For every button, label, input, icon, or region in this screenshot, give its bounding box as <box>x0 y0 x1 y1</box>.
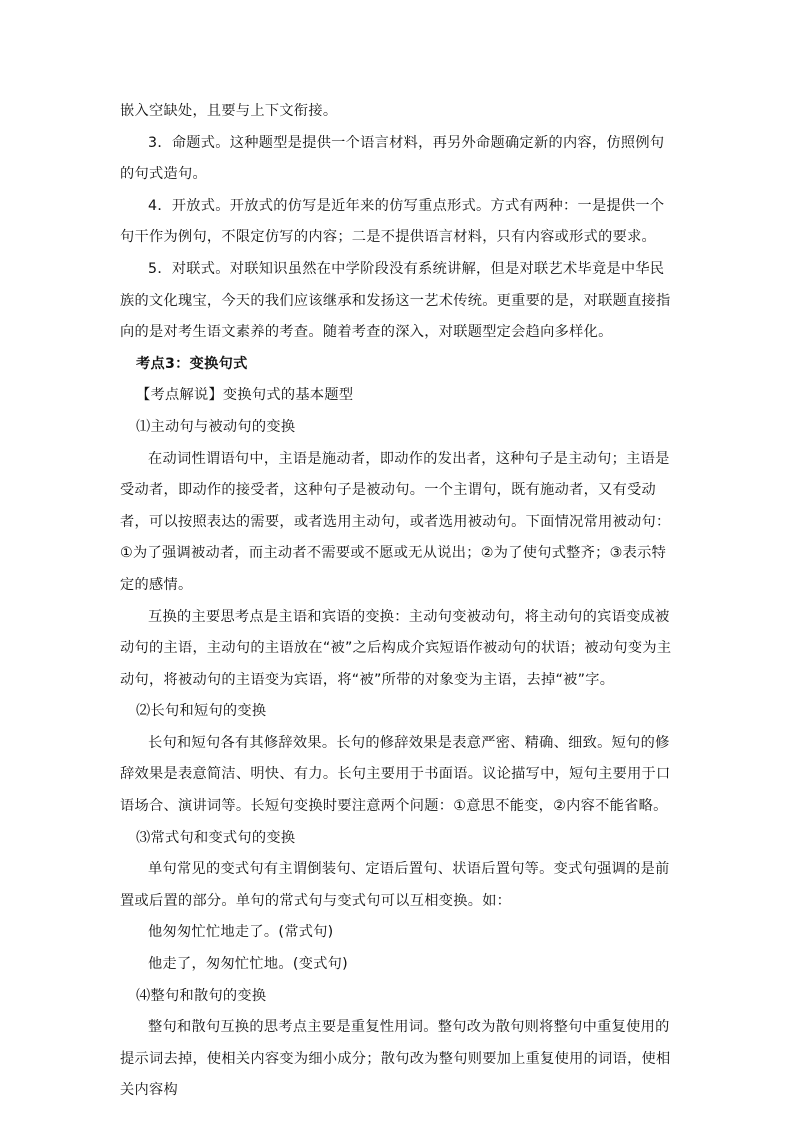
paragraph-active-passive: 在动词性谓语句中，主语是施动者，即动作的发出者，这种句子是主动句；主语是受动者，即动作的接受者，这种句子是被动句。一个主谓句，既有施动者，又有受动者，可以按照表达的需要，或者选用主动句，或者选用被动句。下面情况常用被动句：①为了强调被动者，而主动者不需要或不愿或无从说出；②为了使句式整齐；③表示特定的感情。 <box>120 450 671 593</box>
subheading-2: ⑵长句和短句的变换 <box>136 703 267 720</box>
subsection-heading: 【考点解说】变换句式的基本题型 <box>136 387 354 404</box>
paragraph-continuation: 嵌入空缺处，且要与上下文衔接。 <box>120 103 338 119</box>
paragraph-conversion: 互换的主要思考点是主语和宾语的变换：主动句变被动句，将主动句的宾语变成被动句的主语，主动句的主语放在“被”之后构成介宾短语作被动句的状语；被动句变为主动句，将被动句的主语变为宾语，将“被”所带的对象变为主语，去掉“被”字。 <box>120 608 672 688</box>
paragraph-item-3: 3．命题式。这种题型是提供一个语言材料，再另外命题确定新的内容，仿照例句的句式造句。 <box>120 134 665 183</box>
paragraph-item-4: 4．开放式。开放式的仿写是近年来的仿写重点形式。方式有两种：一是提供一个句干作为例句，不限定仿写的内容；二是不提供语言材料，只有内容或形式的要求。 <box>120 197 665 246</box>
example-sentence-2: 他走了，匆匆忙忙地。(变式句) <box>148 956 349 973</box>
paragraph-long-short: 长句和短句各有其修辞效果。长句的修辞效果是表意严密、精确、细致。短句的修辞效果是表意简洁、明快、有力。长句主要用于书面语。议论描写中，短句主要用于口语场合、演讲词等。长短句变换时要注意两个问题：①意思不能变，②内容不能省略。 <box>120 734 671 815</box>
document-body <box>120 96 676 1107</box>
paragraph-item-5: 5．对联式。对联知识虽然在中学阶段没有系统讲解，但是对联艺术毕竟是中华民族的文化瑰宝，今天的我们应该继承和发扬这一艺术传统。更重要的是，对联题直接指向的是对考生语文素养的考查。随着考查的深入，对联题型定会趋向多样化。 <box>120 260 671 341</box>
paragraph-regular-variant: 单句常见的变式句有主谓倒装句、定语后置句、状语后置句等。变式句强调的是前置或后置的部分。单句的常式句与变式句可以互相变换。如： <box>120 861 670 909</box>
paragraph-parallel-loose: 整句和散句互换的思考点主要是重复性用词。整句改为散句则将整句中重复使用的提示词去掉，使相关内容变为细小成分；散句改为整句则要加上重复使用的词语，使相关内容构 <box>120 1019 671 1099</box>
subheading-3: ⑶常式句和变式句的变换 <box>136 829 296 846</box>
subheading-1: ⑴主动句与被动句的变换 <box>136 418 296 435</box>
example-sentence-1: 他匆匆忙忙地走了。(常式句) <box>148 924 334 941</box>
subheading-4: ⑷整句和散句的变换 <box>136 987 267 1004</box>
section-heading: 考点3：变换句式 <box>136 355 248 372</box>
